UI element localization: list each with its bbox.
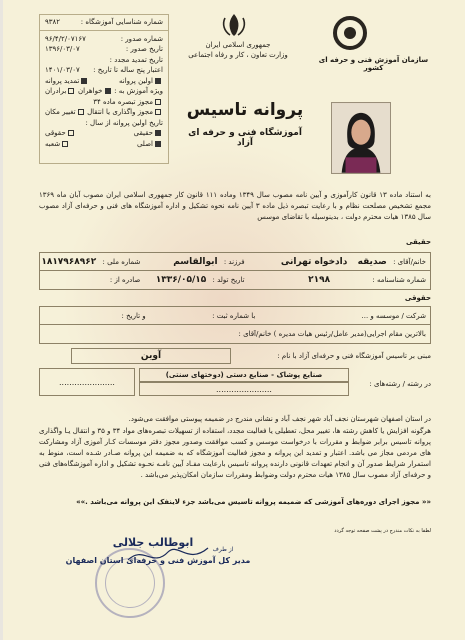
person-type-row: [45, 128, 163, 139]
register-row: [40, 15, 168, 31]
renew-date-row: [45, 55, 163, 66]
renewal-label: تمدید پروانه: [45, 76, 80, 85]
renew-date-label: تاریخ تمدید مجدد :: [109, 55, 163, 64]
organization-logo-icon: [333, 16, 367, 50]
child-of-label: فرزند :: [223, 257, 245, 266]
license-subtitle: آموزشگاه فنی و حرفه ای آزاد: [188, 128, 302, 148]
relocation-label: تغییر مکان: [45, 108, 76, 116]
field-dots-center: ......................: [139, 382, 349, 396]
first-issue-checkbox: [155, 78, 161, 84]
legal-label: حقیقی: [133, 129, 153, 137]
id-number: ۲۱۹۸: [308, 275, 331, 285]
permit-label: مجوز تبصره ماده ۳۴: [93, 97, 153, 106]
first-issue-date-label: تاریخ اولین پروانه از سال :: [85, 118, 163, 127]
legal-row-2: [40, 325, 430, 343]
sisters-label: خواهران: [77, 87, 103, 95]
signatory-position: از طرف: [212, 546, 234, 553]
ministry-text: وزارت تعاون ، کار و رفاه اجتماعی: [188, 51, 288, 59]
first-issue-label: اولین پروانه: [119, 76, 153, 85]
footnote-text: لطفا به نکات مندرج در پشت صفحه توجه گردد: [334, 528, 431, 534]
number-label: شماره صدور :: [120, 34, 163, 43]
organization-name: سازمان آموزش فنی و حرفه ای کشور: [318, 56, 429, 72]
issue-date-value: ۱۳۹۶/۰۳/۰۷: [45, 45, 80, 53]
republic-text: جمهوری اسلامی ایران: [205, 41, 271, 49]
ceo-label: بالاترین مقام اجرایی(مدیر عامل/رئیس هیات مدیره ) خانم/آقای :: [238, 330, 426, 338]
validity-label: اعتبار پنج ساله تا تاریخ :: [93, 66, 163, 74]
agree-label: مبنی بر تاسیس آموزشگاه فنی و حرفه‌ای آزاد با نام :: [277, 352, 431, 360]
first-name: صدیقه: [357, 256, 387, 267]
and-date-label: و تاریخ :: [121, 311, 146, 320]
issue-date-row: [45, 44, 163, 55]
intro-paragraph: به استناد ماده ۱۳ قانون کارآموزی و آیین نامه مصوب سال ۱۳۴۹ وماده ۱۱۱ قانون کار جمهوری اسلامی ایران مصوب آبان ماه ۱۳۶۹ مجمع تشخیص مصلحت نظام و با رعایت تبصره ذیل ماده ۳ آیین نامه نحوه تشکیل و اداره آموزشگاه های فنی و حرفه‌ای آزاد مصوب سال ۱۳۸۵ هیات محترم دولت ، بدینوسیله با تقاضای موسس: [39, 191, 431, 221]
birth-date: ۱۳۳۶/۰۵/۱۵: [155, 275, 207, 285]
national-id: ۱۸۱۷۹۶۸۹۶۲: [41, 256, 97, 267]
brothers-label: برادران: [45, 87, 67, 95]
special-label: ویژه آموزش به :: [114, 87, 163, 95]
last-name: دادخواه تهرانی: [280, 256, 348, 267]
issue-place-label: صادره از :: [109, 276, 141, 284]
permit-row: [45, 97, 163, 108]
person-type-label: حقیقی: [405, 238, 431, 246]
warning-text: «« مجوز اجرای دوره‌های آموزشی که ضمیمه پروانه تاسیس می‌باشد جزء لاینفک این پروانه می‌باشد .»»: [76, 498, 431, 506]
iran-emblem-icon: [219, 12, 249, 38]
register-label: شماره شناسایی آموزشگاه :: [80, 18, 163, 26]
transfer-label: مجوز واگذاری یا انتقال: [87, 108, 153, 116]
person-row-1: [40, 253, 430, 271]
branch-row: [45, 139, 163, 150]
register-value: ۹۳۸۲: [45, 18, 61, 26]
signatory-name: ابوطالب جلالی: [112, 536, 194, 549]
renewal-checkbox: [81, 78, 87, 84]
company-label: شرکت / موسسه و ...: [361, 311, 426, 320]
birth-date-label: تاریخ تولد :: [212, 276, 245, 284]
branch-label: شعبه: [45, 139, 61, 148]
number-value: ۹۶/۴/۲/۰۷۱۶۷: [45, 34, 86, 43]
id-number-label: شماره شناسنامه :: [372, 276, 426, 284]
father-name: ابوالقاسم: [173, 256, 218, 267]
reg-number-label: با شماره ثبت :: [212, 311, 256, 320]
name-label: خانم/آقای :: [393, 257, 426, 266]
issue-date-label: تاریخ صدور :: [125, 45, 163, 53]
person-info-grid: [39, 252, 431, 290]
number-row: [45, 34, 163, 45]
legal2-checkbox: [68, 130, 74, 136]
signatory-title: مدیر کل آموزش فنی و حرفه‌ای استان اصفهان: [65, 556, 251, 565]
legal2-label: حقوقی: [45, 129, 66, 137]
field-dots-left: ......................: [39, 368, 135, 396]
person-row-2: [40, 271, 430, 289]
transfer-row: [45, 107, 163, 118]
first-issue-date-row: [45, 118, 163, 129]
relocation-checkbox: [78, 109, 84, 115]
validity-row: [45, 65, 163, 76]
brothers-checkbox: [68, 88, 74, 94]
field-value-box: [139, 368, 349, 382]
legal-checkbox: [155, 130, 161, 136]
legal-person-label: حقوقی: [404, 294, 431, 302]
signature-scribble-icon: [123, 540, 213, 570]
issue-type-row: [45, 76, 163, 87]
branch-checkbox: [62, 141, 68, 147]
license-title: پروانه تاسیس: [186, 100, 304, 120]
main-checkbox: [155, 141, 161, 147]
portrait-icon: [332, 103, 390, 173]
gender-row: [45, 86, 163, 97]
terms-paragraph: هرگونه افزایش یا کاهش رشته ها، تغییر محل، تعطیلی یا فعالیت مجدد، استفاده از تسهیلات تبصره‌های مواد ۳۴ و ۳۵ و انتقال یـا واگذاری پروانه تاسیس برابر ضوابط و مقررات با درخواست موسس و کسب موافقت وصدور مجوز دفتر موسسات کـار آموزی آزاد ومشارکت های مردمی مجاز می باشد. اعتبار و تمدید این پروانه و مجوز فعالیت آموزشگاه که به ضمیمه این پروانه صـادر شـده است، منوط به استمرار شرایط صدور آن و انجام تعهدات قانونی دارنده پروانه تاسیس بارعایت مفـاد آیین نامـه نحـوه تشکیل و اداره آموزشگاه‌های فنی و حرفه‌ای آزاد مصوب سال ۱۳۸۵ هیات محترم دولت وضوابط ومقررات سازمان امکان‌پذیر می‌باشد .: [39, 427, 431, 479]
legal-row-1: [40, 307, 430, 325]
owner-photo: [331, 102, 391, 174]
transfer-checkbox: [155, 109, 161, 115]
location-text: در استان اصفهان شهرستان نجف آباد شهر نجف آباد و نشانی مندرج در ضمیمه پیوستی موافقت می‌شود.: [128, 415, 431, 423]
national-id-label: شماره ملی :: [102, 257, 141, 266]
school-name-field: آوین: [71, 348, 231, 364]
field-label: در رشته / رشته‌های :: [369, 380, 431, 388]
license-info-box: [39, 14, 169, 164]
field-value: صنایع پوشاک - صنایع دستی (دوختهای سنتی): [165, 371, 323, 379]
legal-info-grid: [39, 306, 431, 344]
validity-value: ۱۴۰۱/۰۳/۰۷: [45, 66, 80, 74]
permit-checkbox: [155, 99, 161, 105]
sisters-checkbox: [105, 88, 111, 94]
main-label: اصلی: [136, 139, 153, 148]
